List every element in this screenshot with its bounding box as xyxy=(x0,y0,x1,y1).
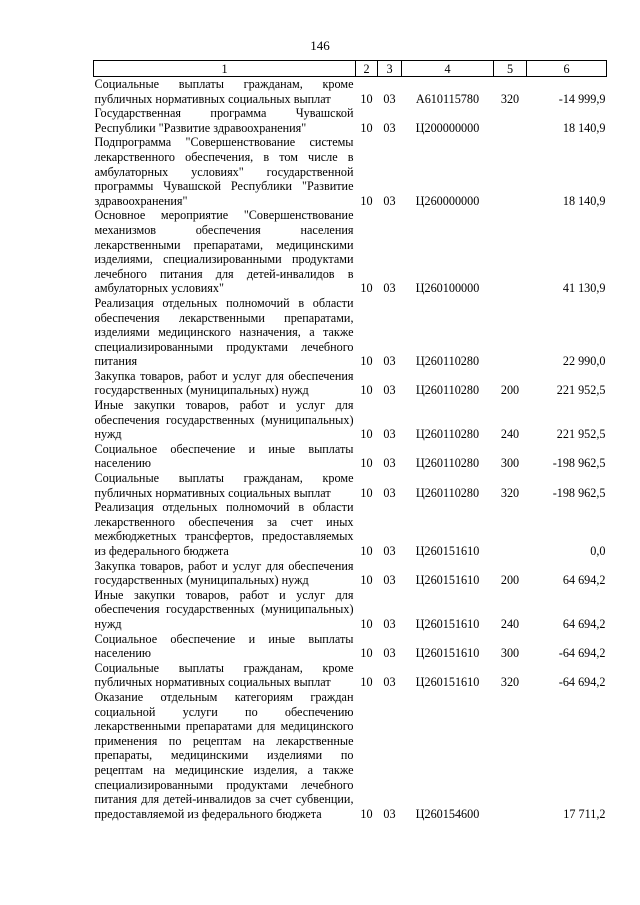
row-expense-type: 200 xyxy=(500,383,520,398)
column-header-target-article: 4 xyxy=(402,61,494,77)
row-target-article: А610115780 xyxy=(415,91,480,106)
row-name: Закупка товаров, работ и услуг для обеспечения государственных (муниципальных) нужд xyxy=(94,368,354,398)
row-section: 10 xyxy=(360,354,373,369)
row-amount: 18 140,9 xyxy=(562,120,606,135)
table-row xyxy=(94,398,607,442)
row-amount: -198 962,5 xyxy=(552,485,606,500)
row-subsection: 03 xyxy=(383,806,396,821)
row-name: Основное мероприятие "Совершенствование механизмов обеспечения населения лекарственными препаратами, медицинскими изделиями, специализированными продуктами лечебного питания для детей-инвалидов в амбулаторных условиях" xyxy=(94,208,354,296)
row-amount: 64 694,2 xyxy=(562,573,606,588)
row-name: Социальные выплаты гражданам, кроме публичных нормативных социальных выплат xyxy=(94,77,354,106)
row-amount: 22 990,0 xyxy=(562,354,606,369)
row-amount: 221 952,5 xyxy=(556,427,606,442)
row-expense-type: 320 xyxy=(500,485,520,500)
row-section: 10 xyxy=(360,427,373,442)
table-row xyxy=(94,632,607,661)
table-row xyxy=(94,296,607,369)
column-header-name: 1 xyxy=(94,61,356,77)
row-section: 10 xyxy=(360,281,373,296)
row-subsection: 03 xyxy=(383,281,396,296)
row-amount: 18 140,9 xyxy=(562,193,606,208)
row-expense-type: 240 xyxy=(500,616,520,631)
row-expense-type xyxy=(494,296,527,369)
row-amount: 0,0 xyxy=(590,544,606,558)
row-target-article: Ц260000000 xyxy=(415,193,480,208)
row-name: Иные закупки товаров, работ и услуг для обеспечения государственных (муниципальных) нужд xyxy=(94,398,354,442)
row-subsection: 03 xyxy=(383,354,396,369)
table-row xyxy=(94,559,607,588)
row-name: Оказание отдельным категориям граждан социальной услуги по обеспечению лекарственными препаратами для медицинского применения по рецептам на лекарственные препараты, медицинскими изделиями по рецептам на медицинские изделия, а также специализированными продуктами лечебного питания для детей-инвалидов за счет субвенции, предоставляемой из федерального бюджета xyxy=(94,689,354,821)
column-header-section: 2 xyxy=(356,61,378,77)
row-expense-type: 320 xyxy=(500,91,520,106)
budget-table xyxy=(93,60,607,821)
row-subsection: 03 xyxy=(383,544,396,558)
row-section: 10 xyxy=(360,675,373,690)
row-name: Реализация отдельных полномочий в области обеспечения лекарственными препаратами, изделиями медицинского назначения, а также специализированными продуктами лечебного питания xyxy=(94,295,354,369)
row-target-article: Ц260151610 xyxy=(415,544,480,558)
row-expense-type xyxy=(494,106,527,135)
row-section: 10 xyxy=(360,91,373,106)
table-row xyxy=(94,661,607,690)
row-expense-type: 240 xyxy=(500,427,520,442)
row-section: 10 xyxy=(360,544,373,558)
row-amount: 41 130,9 xyxy=(562,281,606,296)
row-expense-type: 300 xyxy=(500,646,520,661)
row-section: 10 xyxy=(360,616,373,631)
row-expense-type xyxy=(494,500,527,558)
row-subsection: 03 xyxy=(383,646,396,661)
row-target-article: Ц260100000 xyxy=(415,281,480,296)
row-subsection: 03 xyxy=(383,485,396,500)
row-subsection: 03 xyxy=(383,91,396,106)
row-section: 10 xyxy=(360,456,373,471)
row-section: 10 xyxy=(360,806,373,821)
row-target-article: Ц260110280 xyxy=(415,427,480,442)
row-amount: 221 952,5 xyxy=(556,383,606,398)
row-target-article: Ц260151610 xyxy=(415,646,480,661)
row-amount: -198 962,5 xyxy=(552,456,606,471)
row-expense-type: 300 xyxy=(500,456,520,471)
row-subsection: 03 xyxy=(383,675,396,690)
table-row xyxy=(94,77,607,107)
row-subsection: 03 xyxy=(383,193,396,208)
row-target-article: Ц260110280 xyxy=(415,485,480,500)
table-row xyxy=(94,369,607,398)
row-name: Иные закупки товаров, работ и услуг для обеспечения государственных (муниципальных) нужд xyxy=(94,587,354,631)
row-amount: -14 999,9 xyxy=(558,91,606,106)
table-row xyxy=(94,690,607,821)
table-row xyxy=(94,208,607,296)
row-name: Реализация отдельных полномочий в области лекарственного обеспечения за счет иных межбюджетных трансфертов, предоставляемых из федерального бюджета xyxy=(94,500,354,558)
row-section: 10 xyxy=(360,383,373,398)
row-subsection: 03 xyxy=(383,573,396,588)
row-name: Государственная программа Чувашской Республики "Развитие здравоохранения" xyxy=(94,106,354,135)
table-row xyxy=(94,500,607,558)
table-header-row xyxy=(94,61,607,77)
row-name: Подпрограмма "Совершенствование системы лекарственного обеспечения, в том числе в амбулаторных условиях" государственной программы Чувашской Республики "Развитие здравоохранения" xyxy=(94,135,354,208)
row-section: 10 xyxy=(360,573,373,588)
table-row xyxy=(94,588,607,632)
row-section: 10 xyxy=(360,646,373,661)
row-subsection: 03 xyxy=(383,120,396,135)
row-amount: 17 711,2 xyxy=(563,806,606,821)
row-section: 10 xyxy=(360,193,373,208)
column-header-amount: 6 xyxy=(527,61,607,77)
row-expense-type xyxy=(494,135,527,208)
row-expense-type xyxy=(494,690,527,821)
row-subsection: 03 xyxy=(383,383,396,398)
row-name: Социальное обеспечение и иные выплаты населению xyxy=(94,441,354,471)
row-target-article: Ц260110280 xyxy=(415,383,480,398)
row-target-article: Ц260110280 xyxy=(415,354,480,369)
row-name: Социальные выплаты гражданам, кроме публичных нормативных социальных выплат xyxy=(94,471,354,500)
row-section: 10 xyxy=(360,120,373,135)
row-expense-type: 200 xyxy=(500,573,520,588)
row-target-article: Ц260151610 xyxy=(415,675,480,690)
row-target-article: Ц260151610 xyxy=(415,616,480,631)
row-amount: -64 694,2 xyxy=(558,646,606,661)
table-row xyxy=(94,471,607,500)
row-target-article: Ц200000000 xyxy=(415,120,480,135)
column-header-expense-type: 5 xyxy=(494,61,527,77)
row-amount: -64 694,2 xyxy=(558,675,606,690)
row-target-article: Ц260154600 xyxy=(415,806,480,821)
table-row xyxy=(94,135,607,208)
row-section: 10 xyxy=(360,485,373,500)
row-target-article: Ц260151610 xyxy=(415,573,480,588)
row-subsection: 03 xyxy=(383,456,396,471)
table-row xyxy=(94,442,607,471)
row-expense-type xyxy=(494,208,527,296)
row-subsection: 03 xyxy=(383,616,396,631)
row-target-article: Ц260110280 xyxy=(415,456,480,471)
row-subsection: 03 xyxy=(383,427,396,442)
row-amount: 64 694,2 xyxy=(562,616,606,631)
row-name: Закупка товаров, работ и услуг для обеспечения государственных (муниципальных) нужд xyxy=(94,558,354,588)
row-expense-type: 320 xyxy=(500,675,520,690)
page-number: 146 xyxy=(310,38,330,53)
row-name: Социальное обеспечение и иные выплаты населению xyxy=(94,631,354,661)
table-row xyxy=(94,106,607,135)
column-header-subsection: 3 xyxy=(378,61,402,77)
row-name: Социальные выплаты гражданам, кроме публичных нормативных социальных выплат xyxy=(94,660,354,690)
